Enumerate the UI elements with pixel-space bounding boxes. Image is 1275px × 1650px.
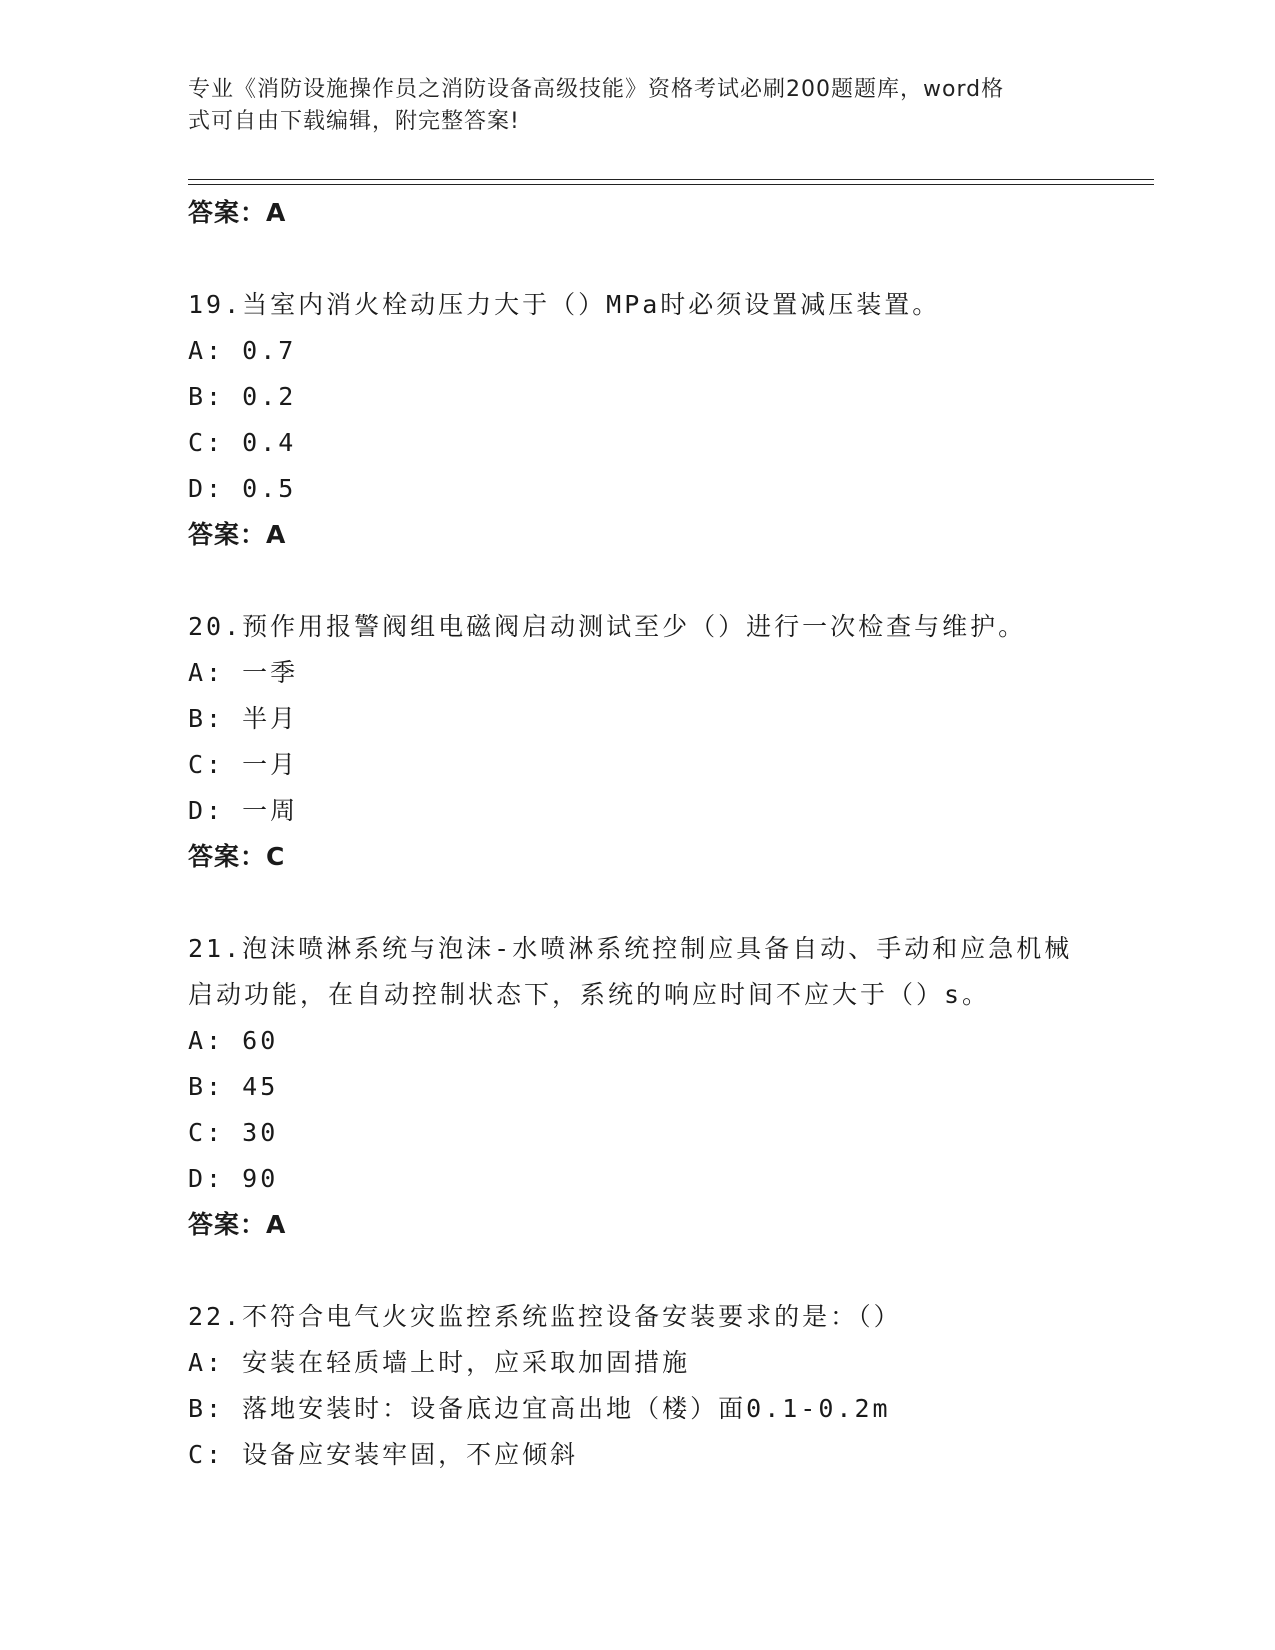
header-divider-bottom: [188, 184, 1154, 185]
question-text: 21.泡沫喷淋系统与泡沫-水喷淋系统控制应具备自动、手动和应急机械启动功能，在自动控制状态下，系统的响应时间不应大于（）s。: [188, 934, 1073, 1009]
option-b: B: 落地安装时：设备底边宜高出地（楼）面0.1-0.2m: [188, 1394, 891, 1423]
document-header: [188, 74, 1088, 138]
option-c: C: 设备应安装牢固，不应倾斜: [188, 1440, 579, 1469]
question-text: 22.不符合电气火灾监控系统监控设备安装要求的是：（）: [188, 1302, 902, 1331]
option-a: A: 60: [188, 1026, 279, 1055]
question-20: [188, 604, 1088, 880]
option-a: A: 0.7: [188, 336, 297, 365]
question-19: [188, 282, 1088, 558]
answer: 答案：C: [188, 842, 286, 871]
option-d: D: 90: [188, 1164, 279, 1193]
option-c: C: 一月: [188, 750, 299, 779]
question-text: 19.当室内消火栓动压力大于（）MPa时必须设置减压装置。: [188, 290, 941, 319]
answer: 答案：A: [188, 1210, 287, 1239]
question-list: [188, 190, 1088, 1478]
option-d: D: 0.5: [188, 474, 297, 503]
question-21: [188, 926, 1088, 1248]
question-22: [188, 1294, 1088, 1478]
header-line-2: 式可自由下载编辑，附完整答案!: [188, 109, 520, 134]
option-d: D: 一周: [188, 796, 299, 825]
option-a: A: 安装在轻质墙上时，应采取加固措施: [188, 1348, 691, 1377]
option-a: A: 一季: [188, 658, 299, 687]
previous-answer: 答案：A: [188, 198, 287, 227]
answer: 答案：A: [188, 520, 287, 549]
option-c: C: 30: [188, 1118, 279, 1147]
option-b: B: 0.2: [188, 382, 297, 411]
option-c: C: 0.4: [188, 428, 297, 457]
option-b: B: 半月: [188, 704, 299, 733]
header-divider-top: [188, 179, 1154, 180]
option-b: B: 45: [188, 1072, 279, 1101]
header-line-1: 专业《消防设施操作员之消防设备高级技能》资格考试必刷200题题库，word格: [188, 77, 1005, 102]
question-text: 20.预作用报警阀组电磁阀启动测试至少（）进行一次检查与维护。: [188, 612, 1027, 641]
